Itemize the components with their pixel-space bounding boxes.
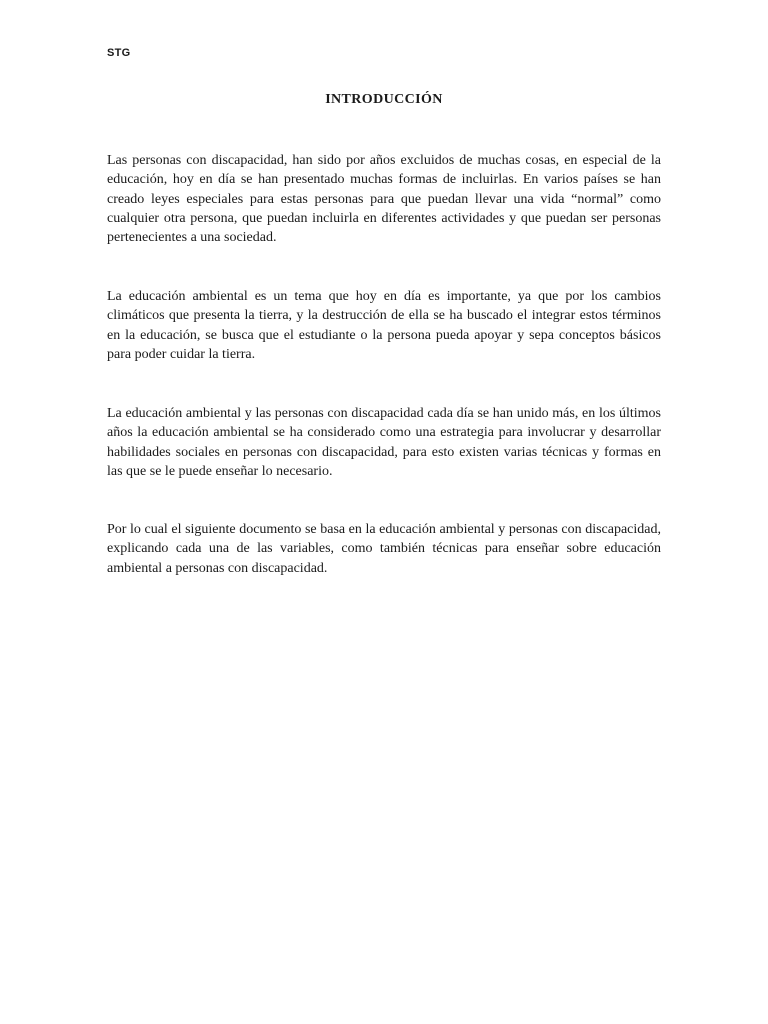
paragraph-3: La educación ambiental y las personas con discapacidad cada día se han unido más, en los últimos años la educación ambiental se ha considerado como una estrategia para involucrar y desarrollar habilidades sociales en personas con discapacidad, para esto existen varias técnicas y formas en las que se le puede enseñar lo necesario. xyxy=(107,406,661,479)
paragraph-1: Las personas con discapacidad, han sido por años excluidos de muchas cosas, en especial de la educación, hoy en día se han presentado muchas formas de incluirlas. En varios países se han creado leyes especiales para estas personas para que puedan llevar una vida “normal” como cualquier otra persona, que puedan incluirla en diferentes actividades y que puedan ser personas pertenecientes a una sociedad. xyxy=(107,153,661,246)
paragraph-2: La educación ambiental es un tema que hoy en día es importante, ya que por los cambios climáticos que presenta la tierra, y la destrucción de ella se ha buscado el integrar estos términos en la educación, se busca que el estudiante o la persona pueda apoyar y sepa conceptos básicos para poder cuidar la tierra. xyxy=(107,289,661,362)
header-mark: STG xyxy=(107,47,131,59)
page-title: INTRODUCCIÓN xyxy=(325,92,443,107)
paragraph-4: Por lo cual el siguiente documento se basa en la educación ambiental y personas con discapacidad, explicando cada una de las variables, como también técnicas para enseñar sobre educación ambiental a personas con discapacidad. xyxy=(107,522,661,576)
